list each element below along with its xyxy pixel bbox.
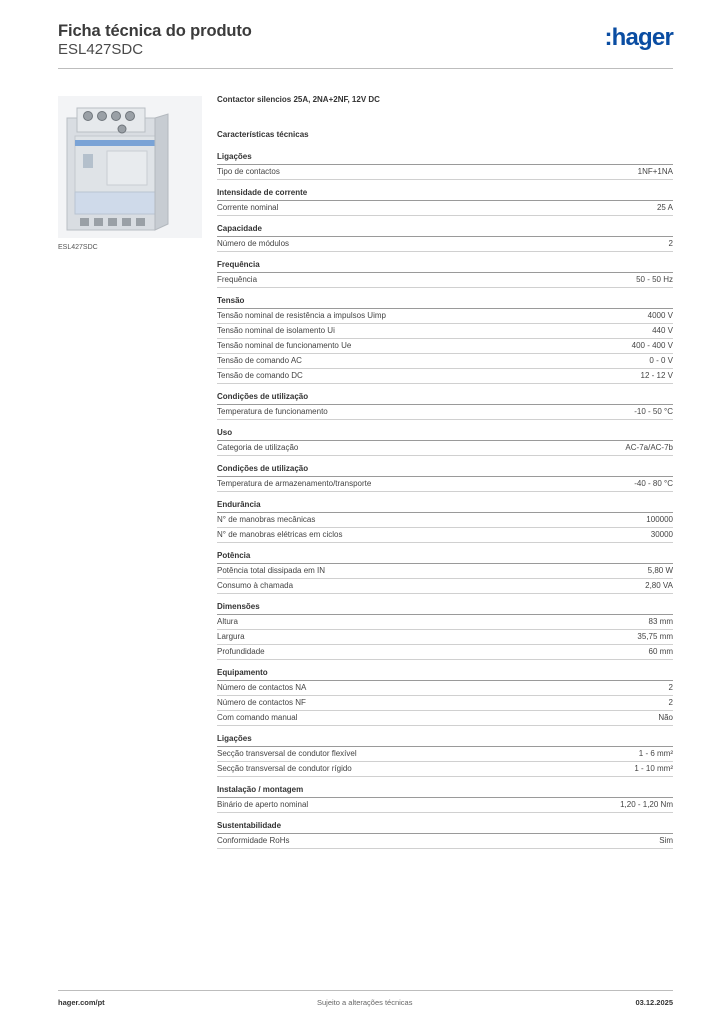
spec-row [217, 369, 673, 384]
section-title: Tensão [217, 296, 673, 309]
spec-value: 2 [668, 683, 673, 692]
spec-section [217, 821, 673, 849]
spec-row [217, 747, 673, 762]
spec-label: N° de manobras mecânicas [217, 515, 316, 524]
spec-value: 83 mm [648, 617, 673, 626]
page-title: Ficha técnica do produto [58, 22, 252, 40]
spec-row [217, 165, 673, 180]
spec-row [217, 630, 673, 645]
spec-value: 50 - 50 Hz [636, 275, 673, 284]
spec-label: Binário de aperto nominal [217, 800, 309, 809]
spec-label: Frequência [217, 275, 258, 284]
spec-section [217, 464, 673, 492]
contactor-product-image [58, 96, 202, 238]
spec-row [217, 762, 673, 777]
spec-label: Conformidade RoHs [217, 836, 290, 845]
spec-value: 5,80 W [647, 566, 673, 575]
spec-row [217, 513, 673, 528]
spec-value: 1NF+1NA [637, 167, 673, 176]
spec-section [217, 668, 673, 726]
section-title: Equipamento [217, 668, 673, 681]
spec-section [217, 296, 673, 384]
product-title: Contactor silencios 25A, 2NA+2NF, 12V DC [217, 95, 380, 104]
spec-sections [217, 152, 673, 849]
spec-row [217, 405, 673, 420]
spec-row [217, 615, 673, 630]
spec-row [217, 354, 673, 369]
product-image [58, 96, 202, 238]
spec-label: Tipo de contactos [217, 167, 280, 176]
spec-label: Altura [217, 617, 238, 626]
technical-characteristics-heading: Características técnicas [217, 130, 309, 139]
spec-row [217, 201, 673, 216]
spec-row [217, 324, 673, 339]
spec-value: 30000 [650, 530, 673, 539]
spec-value: 35,75 mm [637, 632, 673, 641]
spec-value: -40 - 80 °C [634, 479, 673, 488]
spec-value: -10 - 50 °C [634, 407, 673, 416]
spec-label: Tensão nominal de resistência a impulsos Uimp [217, 311, 386, 320]
brand-logo-text: :hager [604, 24, 673, 51]
spec-value: AC-7a/AC-7b [625, 443, 673, 452]
spec-label: Temperatura de armazenamento/transporte [217, 479, 372, 488]
footer-website[interactable]: hager.com/pt [58, 998, 105, 1007]
spec-row [217, 528, 673, 543]
spec-row [217, 237, 673, 252]
spec-row [217, 696, 673, 711]
spec-row [217, 441, 673, 456]
spec-row [217, 645, 673, 660]
spec-value: 0 - 0 V [649, 356, 673, 365]
spec-label: Secção transversal de condutor rígido [217, 764, 352, 773]
spec-section [217, 602, 673, 660]
spec-label: Potência total dissipada em IN [217, 566, 326, 575]
spec-label: Tensão de comando DC [217, 371, 303, 380]
spec-section [217, 734, 673, 777]
spec-label: Largura [217, 632, 245, 641]
spec-value: 1,20 - 1,20 Nm [620, 800, 673, 809]
spec-row [217, 339, 673, 354]
spec-value: 12 - 12 V [640, 371, 673, 380]
spec-label: Corrente nominal [217, 203, 279, 212]
section-title: Instalação / montagem [217, 785, 673, 798]
section-title: Ligações [217, 734, 673, 747]
spec-label: Tensão nominal de funcionamento Ue [217, 341, 352, 350]
spec-section [217, 428, 673, 456]
spec-value: 60 mm [648, 647, 673, 656]
spec-row [217, 477, 673, 492]
spec-label: N° de manobras elétricas em ciclos [217, 530, 343, 539]
spec-value: 400 - 400 V [631, 341, 673, 350]
spec-row [217, 273, 673, 288]
spec-value: 100000 [646, 515, 673, 524]
spec-section [217, 392, 673, 420]
footer-notice: Sujeito a alterações técnicas [317, 998, 413, 1007]
spec-section [217, 224, 673, 252]
section-title: Potência [217, 551, 673, 564]
section-title: Ligações [217, 152, 673, 165]
product-code: ESL427SDC [58, 41, 144, 58]
spec-section [217, 500, 673, 543]
spec-value: Sim [659, 836, 673, 845]
hager-logo [585, 24, 673, 56]
spec-label: Número de módulos [217, 239, 290, 248]
spec-label: Profundidade [217, 647, 265, 656]
footer-date: 03.12.2025 [635, 998, 673, 1007]
spec-value: 1 - 6 mm² [638, 749, 673, 758]
spec-label: Com comando manual [217, 713, 298, 722]
spec-value: 2 [668, 698, 673, 707]
spec-row [217, 579, 673, 594]
spec-row [217, 798, 673, 813]
section-title: Intensidade de corrente [217, 188, 673, 201]
section-title: Sustentabilidade [217, 821, 673, 834]
spec-section [217, 785, 673, 813]
spec-row [217, 309, 673, 324]
spec-row [217, 711, 673, 726]
section-title: Endurância [217, 500, 673, 513]
spec-label: Temperatura de funcionamento [217, 407, 328, 416]
header-divider [58, 68, 673, 69]
spec-value: 4000 V [647, 311, 673, 320]
spec-value: 2 [668, 239, 673, 248]
spec-section [217, 188, 673, 216]
spec-label: Número de contactos NF [217, 698, 306, 707]
image-caption: ESL427SDC [58, 244, 98, 251]
section-title: Uso [217, 428, 673, 441]
spec-section [217, 152, 673, 180]
spec-label: Categoria de utilização [217, 443, 299, 452]
spec-label: Secção transversal de condutor flexível [217, 749, 357, 758]
spec-row [217, 564, 673, 579]
section-title: Condições de utilização [217, 392, 673, 405]
spec-label: Consumo à chamada [217, 581, 294, 590]
section-title: Frequência [217, 260, 673, 273]
spec-label: Número de contactos NA [217, 683, 307, 692]
spec-value: 1 - 10 mm² [634, 764, 673, 773]
spec-section [217, 260, 673, 288]
spec-label: Tensão nominal de isolamento Ui [217, 326, 335, 335]
spec-row [217, 681, 673, 696]
section-title: Condições de utilização [217, 464, 673, 477]
spec-label: Tensão de comando AC [217, 356, 302, 365]
spec-value: 440 V [652, 326, 673, 335]
footer-divider [58, 990, 673, 991]
spec-value: 2,80 VA [645, 581, 673, 590]
section-title: Capacidade [217, 224, 673, 237]
spec-content [217, 95, 673, 857]
spec-value: Não [658, 713, 673, 722]
spec-section [217, 551, 673, 594]
spec-value: 25 A [656, 203, 673, 212]
section-title: Dimensões [217, 602, 673, 615]
page-header [58, 20, 673, 68]
spec-row [217, 834, 673, 849]
